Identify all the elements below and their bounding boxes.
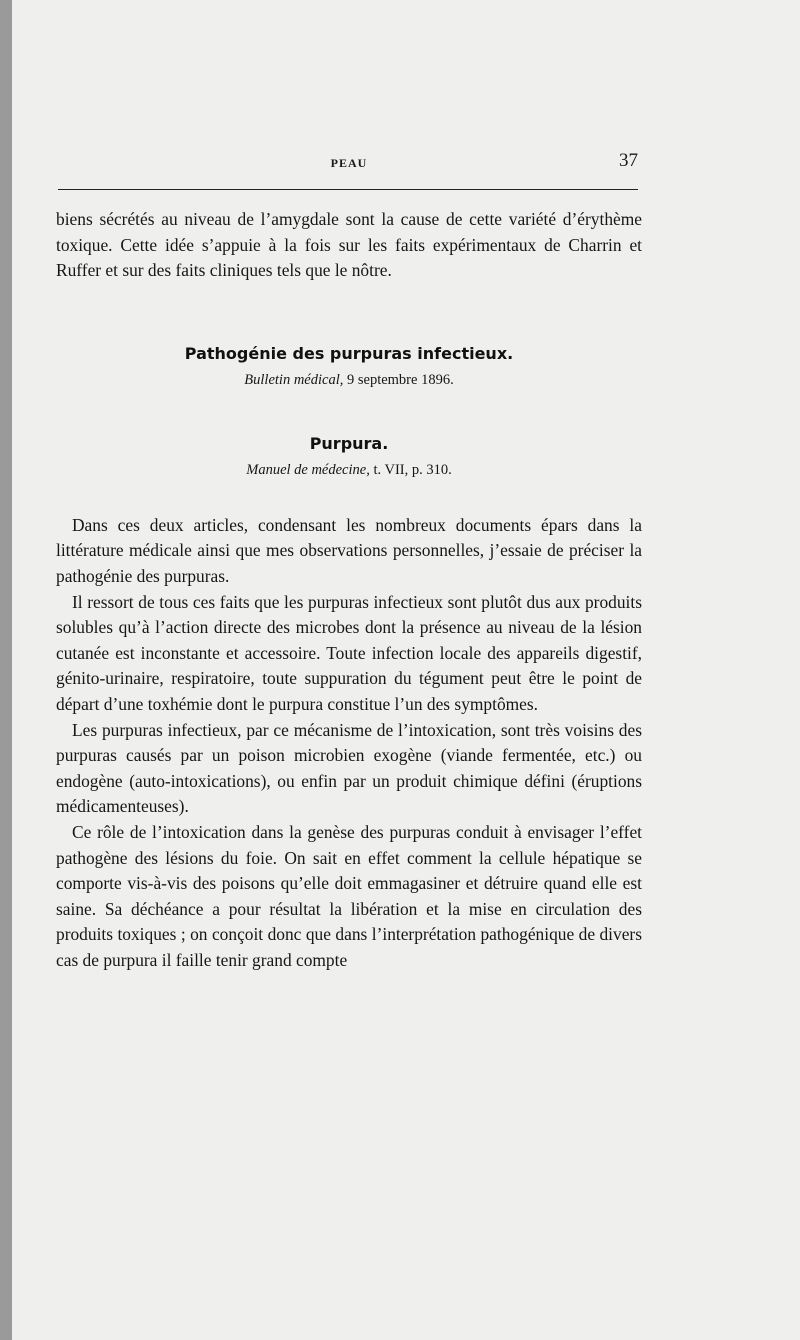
article-source-manuel bbox=[56, 459, 642, 481]
journal-name: Bulletin médical, bbox=[244, 371, 344, 388]
page-gutter bbox=[0, 0, 12, 1340]
article-title-purpura: Purpura. bbox=[309, 433, 389, 453]
running-title: PEAU bbox=[330, 156, 368, 170]
citation-detail: 9 septembre 1896. bbox=[346, 371, 454, 388]
page-body bbox=[56, 207, 642, 973]
carryover-paragraph: biens sécrétés au niveau de l’amygdale sont la cause de cette variété d’érythème toxique. Cette idée s’appuie à la fois sur les faits expérimentaux de Charrin et Ruffer et sur des faits cliniques tels que le nôtre. bbox=[56, 209, 642, 281]
body-paragraph: Dans ces deux articles, condensant les nombreux documents épars dans la littérature médicale ainsi que mes observations personnelles, j’essaie de préciser la pathogénie des purpuras. bbox=[56, 514, 642, 586]
body-paragraph: Ce rôle de l’intoxication dans la genèse des purpuras conduit à envisager l’effet pathogène des lésions du foie. On sait en effet comment la cellule hépatique se comporte vis-à-vis des poisons qu’elle doit emmagasiner et détruire quand elle est saine. Sa déchéance a pour résultat la libération et la mise en circulation des produits toxiques ; on conçoit donc que dans l’interprétation pathogénique de divers cas de purpura il faille tenir grand compte bbox=[56, 821, 642, 970]
journal-name: Manuel de médecine, bbox=[246, 461, 370, 478]
body-paragraph: Les purpuras infectieux, par ce mécanisme de l’intoxication, sont très voisins des purpuras causés par un poison microbien exogène (viande fermentée, etc.) ou endogène (auto-intoxications), ou enfin par un produit chimique défini (éruptions médicamenteuses). bbox=[56, 719, 642, 817]
article-title-pathogenie: Pathogénie des purpuras infectieux. bbox=[184, 343, 514, 363]
spacer bbox=[56, 481, 642, 513]
page-number: 37 bbox=[619, 150, 638, 171]
spacer bbox=[56, 284, 642, 343]
citation-detail: t. VII, p. 310. bbox=[373, 461, 452, 478]
body-paragraph: Il ressort de tous ces faits que les purpuras infectieux sont plutôt dus aux produits solubles qu’à l’action directe des microbes dont la présence au niveau de la lésion cutanée est inconstante et accessoire. Toute infection locale des appareils digestif, génito-urinaire, respiratoire, toute suppuration du tégument peut être le point de départ d’une toxhémie dont le purpura constitue l’un des symptômes. bbox=[56, 591, 642, 714]
article-source-bulletin bbox=[56, 369, 642, 391]
header-rule bbox=[58, 189, 638, 190]
spacer bbox=[56, 391, 642, 433]
running-head bbox=[60, 150, 638, 176]
